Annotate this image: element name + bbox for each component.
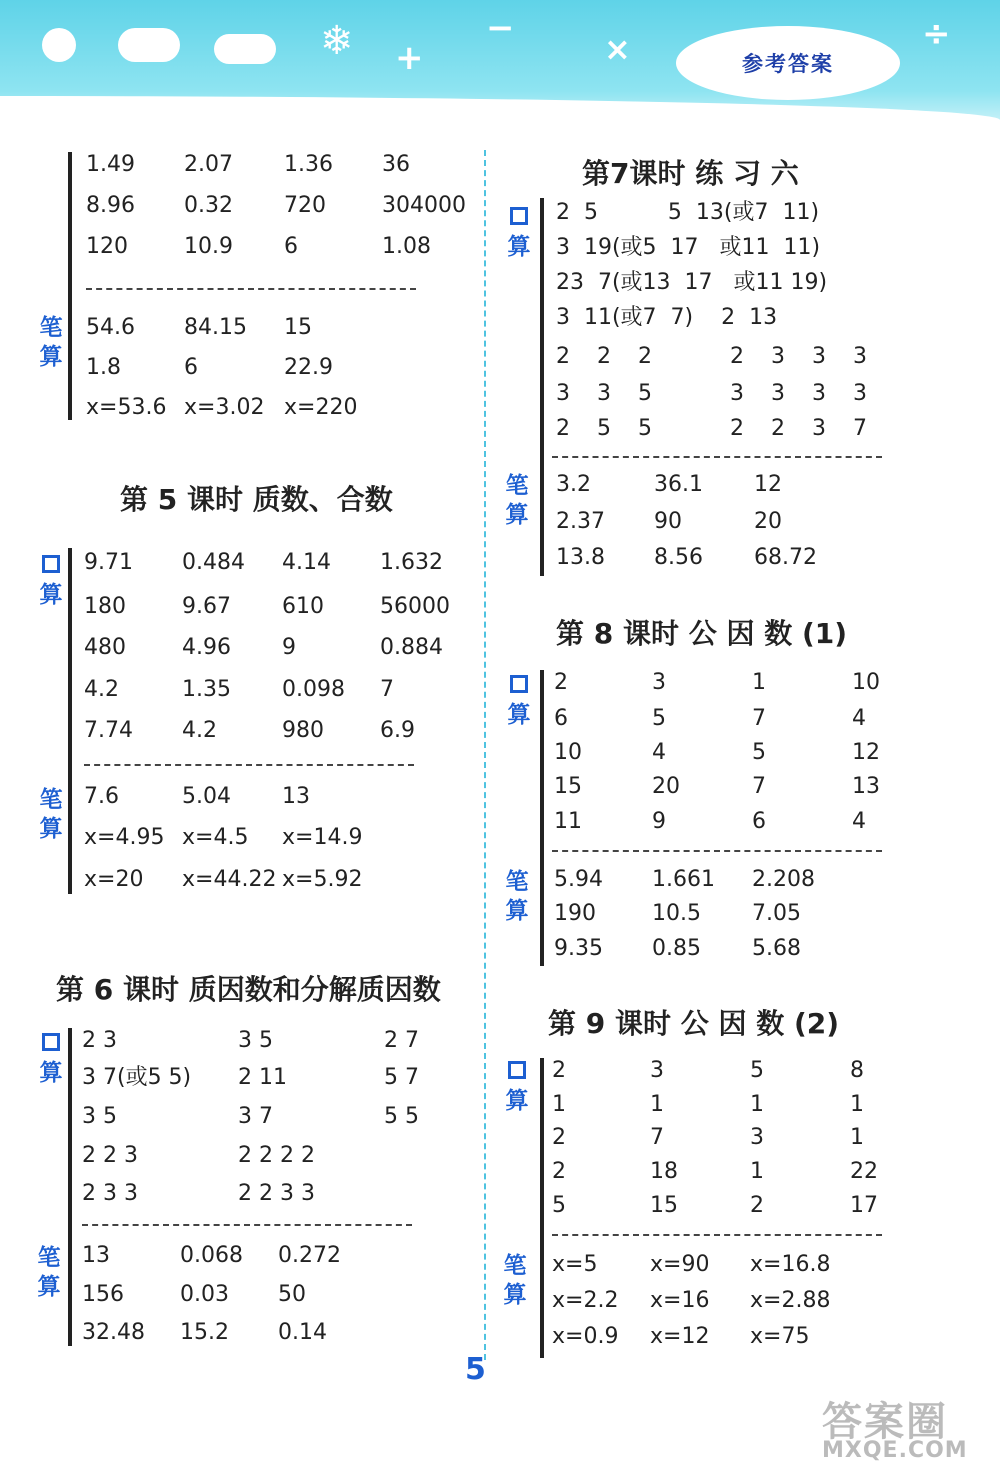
answer-cell: x=4.5 bbox=[182, 825, 249, 850]
plus-icon: + bbox=[395, 38, 424, 78]
answer-cell: 5 bbox=[638, 416, 652, 441]
answer-cell: 68.72 bbox=[754, 545, 817, 570]
answer-cell: 1 bbox=[850, 1125, 864, 1150]
oral-calc-char: 算 bbox=[39, 1060, 63, 1086]
answer-cell: 4 bbox=[652, 740, 666, 765]
answer-cell: 3 bbox=[812, 416, 826, 441]
answer-cell: 2 bbox=[638, 344, 652, 369]
answer-cell: x=12 bbox=[650, 1324, 710, 1349]
answer-cell: 1 bbox=[750, 1092, 764, 1117]
answer-cell: 3 bbox=[730, 381, 744, 406]
cloud-icon bbox=[118, 28, 180, 62]
answer-cell: 2 bbox=[552, 1159, 566, 1184]
answer-cell: 56000 bbox=[380, 594, 450, 619]
answer-cell: 10.9 bbox=[184, 234, 233, 259]
answer-cell: 6 bbox=[184, 355, 198, 380]
answer-cell: 2 3 3 bbox=[82, 1181, 138, 1206]
answer-cell: 7 bbox=[650, 1125, 664, 1150]
answer-cell: 22.9 bbox=[284, 355, 333, 380]
written-calc-label bbox=[36, 1244, 62, 1302]
answer-cell: 1.36 bbox=[284, 152, 333, 177]
answer-cell: 6.9 bbox=[380, 718, 415, 743]
answer-cell: 5 bbox=[752, 740, 766, 765]
minus-icon: − bbox=[486, 8, 515, 48]
answer-cell: 7.05 bbox=[752, 901, 801, 926]
oral-box-icon bbox=[508, 1061, 526, 1079]
answer-cell: 120 bbox=[86, 234, 128, 259]
answer-cell: 8.56 bbox=[654, 545, 703, 570]
section-bar bbox=[68, 152, 72, 420]
answer-cell: 5 7 bbox=[384, 1065, 419, 1090]
answer-cell: x=3.02 bbox=[184, 395, 265, 420]
answer-cell: 2 7 bbox=[384, 1028, 419, 1053]
answer-cell: 3 bbox=[771, 381, 785, 406]
answer-cell: 20 bbox=[652, 774, 680, 799]
answer-cell: 54.6 bbox=[86, 315, 135, 340]
answer-cell: 2 bbox=[771, 416, 785, 441]
answer-cell: 84.15 bbox=[184, 315, 247, 340]
answer-cell: 11 bbox=[554, 809, 582, 834]
written-calc-char: 笔 bbox=[505, 869, 529, 895]
answer-cell: 610 bbox=[282, 594, 324, 619]
answer-line: 2 5 5 13(或7 11) bbox=[556, 200, 820, 225]
answer-cell: 2 bbox=[597, 344, 611, 369]
answer-cell: 1.08 bbox=[382, 234, 431, 259]
answer-cell: 3 bbox=[853, 381, 867, 406]
written-calc-char: 算 bbox=[505, 898, 529, 924]
answer-cell: 0.884 bbox=[380, 635, 443, 660]
answer-cell: 7 bbox=[853, 416, 867, 441]
answer-cell: 18 bbox=[650, 1159, 678, 1184]
section-title: 第7课时 练 习 六 bbox=[582, 157, 799, 190]
answer-cell: 190 bbox=[554, 901, 596, 926]
answer-cell: 5.04 bbox=[182, 784, 231, 809]
section-bar bbox=[68, 1028, 72, 1346]
answer-cell: 2 bbox=[556, 416, 570, 441]
answer-cell: 2 bbox=[730, 344, 744, 369]
answer-cell: 1 bbox=[552, 1092, 566, 1117]
answer-cell: 5 bbox=[552, 1193, 566, 1218]
answer-cell: 2 2 3 3 bbox=[238, 1181, 315, 1206]
answer-cell: 3 bbox=[812, 381, 826, 406]
section-title: 第 9 课时 公 因 数 (2) bbox=[548, 1007, 840, 1040]
answer-cell: 3 7 bbox=[238, 1104, 273, 1129]
answer-cell: 3 bbox=[812, 344, 826, 369]
oral-calc-label bbox=[506, 672, 532, 730]
answer-cell: 3 bbox=[652, 670, 666, 695]
answer-cell: 180 bbox=[84, 594, 126, 619]
answer-cell: 13 bbox=[282, 784, 310, 809]
answer-cell: x=5 bbox=[552, 1252, 598, 1277]
times-icon: × bbox=[604, 30, 631, 68]
dashed-separator bbox=[86, 288, 416, 290]
answer-cell: 22 bbox=[850, 1159, 878, 1184]
answer-cell: 15 bbox=[554, 774, 582, 799]
answer-cell: 2 bbox=[750, 1193, 764, 1218]
answer-cell: 9 bbox=[282, 635, 296, 660]
answer-cell: 5 bbox=[638, 381, 652, 406]
oral-calc-char: 算 bbox=[39, 582, 63, 608]
answer-cell: 13 bbox=[852, 774, 880, 799]
answer-cell: 10.5 bbox=[652, 901, 701, 926]
answer-cell: 2 bbox=[552, 1058, 566, 1083]
answer-cell: 9.67 bbox=[182, 594, 231, 619]
answer-cell: 8.96 bbox=[86, 193, 135, 218]
answer-cell: 5.94 bbox=[554, 867, 603, 892]
answer-cell: 0.272 bbox=[278, 1243, 341, 1268]
answer-cell: 3 5 bbox=[238, 1028, 273, 1053]
oral-box-icon bbox=[510, 207, 528, 225]
watermark-url: MXQE.COM bbox=[822, 1438, 968, 1463]
answer-cell: x=2.2 bbox=[552, 1288, 619, 1313]
answer-cell: 1.661 bbox=[652, 867, 715, 892]
answer-cell: 1.49 bbox=[86, 152, 135, 177]
answer-cell: x=0.9 bbox=[552, 1324, 619, 1349]
sun-icon bbox=[42, 28, 76, 62]
answer-cell: 3 bbox=[771, 344, 785, 369]
answer-cell: 13 bbox=[82, 1243, 110, 1268]
answer-cell: 6 bbox=[284, 234, 298, 259]
answer-line: 3 11(或7 7) 2 13 bbox=[556, 305, 778, 330]
answer-cell: 5 5 bbox=[384, 1104, 419, 1129]
answer-cell: 32.48 bbox=[82, 1320, 145, 1345]
answer-cell: 3 5 bbox=[82, 1104, 117, 1129]
rain-cloud-icon bbox=[214, 34, 276, 64]
written-calc-char: 算 bbox=[39, 344, 63, 370]
answer-cell: 17 bbox=[850, 1193, 878, 1218]
oral-calc-label bbox=[506, 204, 532, 262]
answer-cell: x=2.88 bbox=[750, 1288, 831, 1313]
answer-cell: 10 bbox=[852, 670, 880, 695]
answer-cell: 36.1 bbox=[654, 472, 703, 497]
section-bar bbox=[540, 198, 544, 576]
answer-cell: x=75 bbox=[750, 1324, 810, 1349]
section-title: 第 8 课时 公 因 数 (1) bbox=[556, 617, 848, 650]
answer-cell: 7.74 bbox=[84, 718, 133, 743]
answer-cell: 2.37 bbox=[556, 509, 605, 534]
written-calc-char: 算 bbox=[505, 502, 529, 528]
answer-cell: 15.2 bbox=[180, 1320, 229, 1345]
answer-cell: 7 bbox=[752, 706, 766, 731]
written-calc-char: 笔 bbox=[39, 315, 63, 341]
answer-line: 3 19(或5 17 或11 11) bbox=[556, 235, 821, 260]
answer-cell: 3 bbox=[750, 1125, 764, 1150]
written-calc-char: 算 bbox=[39, 816, 63, 842]
answer-cell: 980 bbox=[282, 718, 324, 743]
answer-cell: 3 bbox=[853, 344, 867, 369]
answer-cell: 4 bbox=[852, 809, 866, 834]
dashed-separator bbox=[82, 1224, 412, 1226]
answer-cell: x=16.8 bbox=[750, 1252, 831, 1277]
answer-cell: 12 bbox=[754, 472, 782, 497]
answer-cell: 2 bbox=[552, 1125, 566, 1150]
section-bar bbox=[540, 1058, 544, 1358]
answer-cell: 10 bbox=[554, 740, 582, 765]
written-calc-label bbox=[502, 1252, 528, 1310]
answer-cell: 50 bbox=[278, 1282, 306, 1307]
answer-cell: x=90 bbox=[650, 1252, 710, 1277]
answer-cell: 9.35 bbox=[554, 936, 603, 961]
written-calc-char: 算 bbox=[503, 1282, 527, 1308]
oral-calc-char: 算 bbox=[505, 1088, 529, 1114]
answer-cell: 3 bbox=[597, 381, 611, 406]
answer-cell: 5.68 bbox=[752, 936, 801, 961]
answer-cell: 0.068 bbox=[180, 1243, 243, 1268]
answer-cell: 7 bbox=[752, 774, 766, 799]
section-bar bbox=[68, 548, 72, 894]
written-calc-char: 算 bbox=[37, 1274, 61, 1300]
answer-line: 23 7(或13 17 或11 19) bbox=[556, 270, 828, 295]
section-bar bbox=[540, 670, 544, 966]
answer-cell: 0.32 bbox=[184, 193, 233, 218]
answer-cell: 3 7(或5 5) bbox=[82, 1065, 192, 1090]
answer-cell: 3.2 bbox=[556, 472, 591, 497]
written-calc-char: 笔 bbox=[39, 787, 63, 813]
header-wave bbox=[0, 96, 1000, 136]
answer-cell: 3 bbox=[650, 1058, 664, 1083]
written-calc-label bbox=[38, 314, 64, 372]
answer-cell: 4.2 bbox=[182, 718, 217, 743]
section-title: 第 5 课时 质数、合数 bbox=[120, 483, 393, 516]
dashed-separator bbox=[552, 456, 882, 458]
answer-cell: 2 2 3 bbox=[82, 1143, 138, 1168]
oral-box-icon bbox=[510, 675, 528, 693]
dashed-separator bbox=[552, 1234, 882, 1236]
answer-cell: 2 11 bbox=[238, 1065, 287, 1090]
answer-cell: 6 bbox=[752, 809, 766, 834]
answer-cell: 6 bbox=[554, 706, 568, 731]
answer-cell: 3 bbox=[556, 381, 570, 406]
answer-cell: 15 bbox=[284, 315, 312, 340]
answer-cell: 1.8 bbox=[86, 355, 121, 380]
watermark-logo: 答案圈 bbox=[822, 1399, 948, 1445]
section-title: 第 6 课时 质因数和分解质因数 bbox=[56, 973, 441, 1006]
answer-cell: 2 bbox=[556, 344, 570, 369]
answer-cell: 156 bbox=[82, 1282, 124, 1307]
answer-cell: 4.96 bbox=[182, 635, 231, 660]
answer-cell: x=5.92 bbox=[282, 867, 363, 892]
answer-cell: 0.85 bbox=[652, 936, 701, 961]
answer-cell: 1.35 bbox=[182, 677, 231, 702]
answer-cell: 4.14 bbox=[282, 550, 331, 575]
answer-cell: 8 bbox=[850, 1058, 864, 1083]
page-number: 5 bbox=[465, 1352, 486, 1387]
answer-cell: 9 bbox=[652, 809, 666, 834]
answer-cell: 4 bbox=[852, 706, 866, 731]
written-calc-label bbox=[504, 868, 530, 926]
answer-cell: 5 bbox=[597, 416, 611, 441]
answer-cell: 304000 bbox=[382, 193, 466, 218]
answer-cell: 2.208 bbox=[752, 867, 815, 892]
page-header bbox=[0, 0, 1000, 130]
answer-cell: 7 bbox=[380, 677, 394, 702]
oral-calc-char: 算 bbox=[507, 702, 531, 728]
answer-cell: 36 bbox=[382, 152, 410, 177]
answer-cell: x=20 bbox=[84, 867, 144, 892]
answer-cell: x=16 bbox=[650, 1288, 710, 1313]
answer-cell: 90 bbox=[654, 509, 682, 534]
answer-cell: 2 3 bbox=[82, 1028, 117, 1053]
written-calc-char: 笔 bbox=[505, 473, 529, 499]
dashed-separator bbox=[84, 764, 414, 766]
answer-cell: x=14.9 bbox=[282, 825, 363, 850]
oral-box-icon bbox=[42, 1033, 60, 1051]
answer-cell: 1 bbox=[752, 670, 766, 695]
oral-calc-label bbox=[38, 1030, 64, 1088]
answer-cell: 2 2 2 2 bbox=[238, 1143, 315, 1168]
oral-calc-label bbox=[504, 1058, 530, 1116]
answer-cell: x=53.6 bbox=[86, 395, 167, 420]
answer-key-tag: 参考答案 bbox=[676, 26, 900, 100]
answer-cell: x=220 bbox=[284, 395, 358, 420]
oral-box-icon bbox=[42, 555, 60, 573]
answer-cell: 2 bbox=[730, 416, 744, 441]
answer-cell: 5 bbox=[750, 1058, 764, 1083]
answer-cell: 5 bbox=[652, 706, 666, 731]
written-calc-char: 笔 bbox=[37, 1245, 61, 1271]
answer-cell: 1.632 bbox=[380, 550, 443, 575]
answer-cell: 13.8 bbox=[556, 545, 605, 570]
divide-icon: ÷ bbox=[922, 14, 951, 54]
answer-cell: 1 bbox=[850, 1092, 864, 1117]
column-divider bbox=[484, 150, 486, 1360]
answer-cell: 0.03 bbox=[180, 1282, 229, 1307]
answer-cell: 1 bbox=[750, 1159, 764, 1184]
answer-cell: 2.07 bbox=[184, 152, 233, 177]
snowflake-icon: ❄ bbox=[320, 18, 354, 64]
answer-cell: 2 bbox=[554, 670, 568, 695]
answer-cell: x=44.22 bbox=[182, 867, 277, 892]
oral-calc-label bbox=[38, 552, 64, 610]
written-calc-label bbox=[504, 472, 530, 530]
answer-cell: 12 bbox=[852, 740, 880, 765]
answer-cell: 4.2 bbox=[84, 677, 119, 702]
answer-cell: 0.14 bbox=[278, 1320, 327, 1345]
written-calc-label bbox=[38, 786, 64, 844]
oral-calc-char: 算 bbox=[507, 234, 531, 260]
written-calc-char: 笔 bbox=[503, 1253, 527, 1279]
answer-cell: 0.484 bbox=[182, 550, 245, 575]
answer-cell: 20 bbox=[754, 509, 782, 534]
answer-cell: 9.71 bbox=[84, 550, 133, 575]
answer-cell: x=4.95 bbox=[84, 825, 165, 850]
answer-cell: 480 bbox=[84, 635, 126, 660]
answer-cell: 15 bbox=[650, 1193, 678, 1218]
answer-cell: 0.098 bbox=[282, 677, 345, 702]
answer-cell: 7.6 bbox=[84, 784, 119, 809]
answer-cell: 1 bbox=[650, 1092, 664, 1117]
dashed-separator bbox=[552, 850, 882, 852]
answer-cell: 720 bbox=[284, 193, 326, 218]
